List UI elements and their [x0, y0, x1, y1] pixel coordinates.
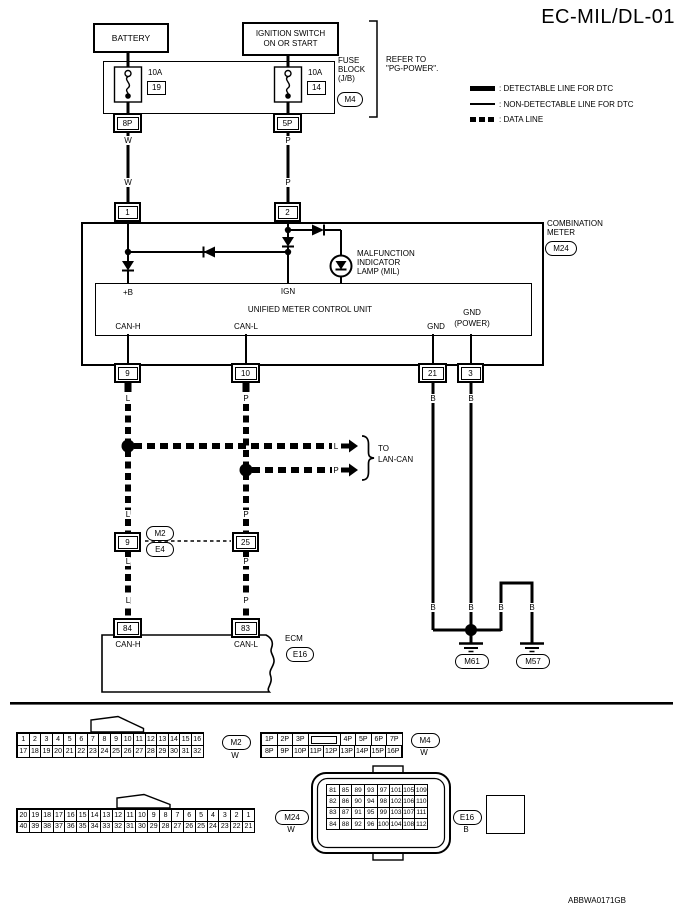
pin-cell: 84	[326, 818, 340, 830]
meter-pin-21	[418, 363, 447, 383]
pin-cell: 100	[377, 818, 391, 830]
harness-pin-9	[114, 532, 141, 552]
pin-cell: 93	[364, 784, 378, 796]
pin-cell: 25	[195, 821, 208, 834]
pin-cell: 110	[414, 795, 428, 807]
ecm-pin-83	[231, 618, 260, 638]
ignition-label-2: ON OR START	[263, 39, 318, 48]
pin-cell: 101	[389, 784, 403, 796]
pin-cell: 5P	[355, 733, 372, 746]
wire-color: B	[430, 394, 436, 403]
harness-pin-25	[232, 532, 259, 552]
pin-label: GND	[463, 308, 481, 317]
pin-cell: 102	[389, 795, 403, 807]
pin-cell: 35	[76, 821, 89, 834]
wire-color: W	[124, 178, 132, 187]
pin-cell: 22	[75, 745, 88, 758]
pin-cell: 87	[339, 807, 353, 819]
pin-cell: 12	[112, 809, 125, 822]
pinout-code-m2: M2	[222, 735, 251, 750]
pin-cell: 6	[75, 733, 88, 746]
meter-pin-3-label: 3	[461, 367, 481, 380]
pin-cell: 95	[364, 807, 378, 819]
ecm-label: ECM	[285, 634, 303, 643]
pin-cell: 14	[88, 809, 101, 822]
mil-label-3: LAMP (MIL)	[357, 267, 400, 276]
meter-code: M24	[545, 241, 577, 256]
legend-swatch-thin	[470, 103, 495, 105]
pin-cell: 24	[98, 745, 111, 758]
ground-code-m61: M61	[455, 654, 489, 669]
pin-cell: 103	[389, 807, 403, 819]
pin-cell: 90	[351, 795, 365, 807]
wire-color: P	[285, 178, 291, 187]
pin-cell: 19	[40, 745, 53, 758]
pin-row	[326, 818, 427, 829]
pin-cell: 13P	[339, 745, 356, 758]
pin-cell: 11	[124, 809, 137, 822]
meter-pin-2-label: 2	[278, 206, 298, 219]
pinout-code-e16: E16	[453, 810, 482, 825]
pin-label: +B	[122, 288, 134, 297]
pin-cell: 23	[87, 745, 100, 758]
pin-cell: 15	[179, 733, 192, 746]
pin-cell: 20	[17, 809, 30, 822]
pin-cell: 39	[29, 821, 42, 834]
pin-cell: 98	[377, 795, 391, 807]
pin-cell: 1P	[261, 733, 278, 746]
pin-cell: 13	[100, 809, 113, 822]
pin-cell: 11P	[308, 745, 325, 758]
lan-brace	[362, 436, 374, 480]
pin-cell: 99	[377, 807, 391, 819]
pin-cell: 11	[133, 733, 146, 746]
ground-code-m57: M57	[516, 654, 550, 669]
fuse1-out-connector	[113, 113, 142, 133]
pin-row	[17, 733, 203, 745]
pin-cell: 29	[156, 745, 169, 758]
pinout-code-m4: M4	[411, 733, 440, 748]
pin-cell: 9	[110, 733, 123, 746]
meter-name-2: METER	[547, 228, 575, 237]
pin-cell: 5	[195, 809, 208, 822]
fuse2-number-box: 14	[307, 81, 326, 95]
pin-label: IGN	[280, 287, 296, 296]
unit-label: UNIFIED METER CONTROL UNIT	[247, 305, 373, 314]
wire-color: P	[243, 510, 249, 519]
pin-cell: 28	[159, 821, 172, 834]
battery-label: BATTERY	[111, 33, 151, 43]
legend-item-data-line	[470, 114, 543, 124]
pin-cell: 32	[112, 821, 125, 834]
pin-cell: 82	[326, 795, 340, 807]
pin-cell: 16	[64, 809, 77, 822]
pin-cell: 1	[242, 809, 255, 822]
pin-cell: 8	[159, 809, 172, 822]
pin-cell: 40	[17, 821, 30, 834]
pin-cell: 17	[17, 745, 30, 758]
pin-row	[326, 795, 427, 806]
pin-cell: 16P	[385, 745, 402, 758]
pin-cell: 112	[414, 818, 428, 830]
pin-cell: 21	[63, 745, 76, 758]
m2-connector-clip	[91, 717, 144, 733]
pin-cell: 17	[53, 809, 66, 822]
pin-cell: 96	[364, 818, 378, 830]
pin-cell: 88	[339, 818, 353, 830]
pin-cell: 3	[218, 809, 231, 822]
fuse-block-label-3: (J/B)	[338, 74, 355, 83]
pin-cell: 8P	[261, 745, 278, 758]
pin-cell: 105	[402, 784, 416, 796]
page-title: EC-MIL/DL-01	[541, 6, 675, 28]
meter-pin-9-label: 9	[118, 367, 138, 380]
pin-row	[261, 733, 402, 745]
pin-cell: 7P	[386, 733, 403, 746]
pin-cell: 91	[351, 807, 365, 819]
pin-cell: 89	[351, 784, 365, 796]
pin-row	[261, 745, 402, 757]
fuse-block-box	[103, 61, 335, 114]
meter-name-1: COMBINATION	[547, 219, 603, 228]
fuse1-number-box: 19	[147, 81, 166, 95]
pin-cell: 36	[64, 821, 77, 834]
meter-pin-10	[231, 363, 260, 383]
wire-color: L	[125, 510, 131, 519]
pin-cell: 37	[53, 821, 66, 834]
legend-label: : DATA LINE	[499, 114, 544, 124]
pin-cell: 10	[135, 809, 148, 822]
wire-color: P	[243, 596, 249, 605]
hs-label: H.S.	[503, 820, 519, 829]
harness-pin-9-label: 9	[118, 536, 138, 549]
pin-cell: 83	[326, 807, 340, 819]
pin-row	[17, 821, 254, 833]
connector-pinout-e16	[326, 784, 427, 829]
pin-cell: 33	[100, 821, 113, 834]
pin-cell: 23	[218, 821, 231, 834]
lan-arrow-p-icon	[341, 464, 358, 477]
ecm-pin-label: CAN-L	[233, 640, 259, 649]
pin-cell: 3P	[292, 733, 309, 746]
ignition-switch-box	[242, 22, 339, 56]
separator-line	[10, 702, 673, 705]
mil-label-1: MALFUNCTION	[357, 249, 415, 258]
pin-cell: 31	[179, 745, 192, 758]
meter-pin-1-label: 1	[118, 206, 138, 219]
pin-cell: 6P	[371, 733, 388, 746]
pin-label: GND	[427, 322, 445, 331]
pin-cell: 1	[17, 733, 30, 746]
pin-cell: 6	[183, 809, 196, 822]
m24-connector-clip	[117, 795, 170, 809]
pin-cell: 5	[63, 733, 76, 746]
pin-cell: 32	[191, 745, 204, 758]
fuse2-out-connector	[273, 113, 302, 133]
wire-color: L	[125, 394, 131, 403]
pin-cell: 26	[121, 745, 134, 758]
wire-color: P	[333, 466, 339, 475]
pin-cell: 12	[145, 733, 158, 746]
ecm-pin-84-label: 84	[117, 622, 139, 635]
pin-cell: 13	[156, 733, 169, 746]
fuse1-out-connector-label: 8P	[117, 117, 139, 130]
refer-bracket	[369, 21, 377, 117]
pin-cell: 4P	[340, 733, 357, 746]
wire-color: B	[498, 603, 504, 612]
legend-item-non-detectable	[470, 99, 634, 109]
fuse-block-label-1: FUSE	[338, 56, 360, 65]
pin-row	[17, 745, 203, 757]
pin-cell: 86	[339, 795, 353, 807]
harness-code-m2: M2	[146, 526, 174, 541]
refer-note-2: "PG-POWER".	[386, 64, 439, 73]
pin-cell: 27	[171, 821, 184, 834]
can-data-lines	[122, 380, 333, 618]
ecm-pin-label: CAN-H	[115, 640, 141, 649]
pin-cell: 92	[351, 818, 365, 830]
pin-cell: 107	[402, 807, 416, 819]
pin-cell: 31	[124, 821, 137, 834]
ground-wires	[433, 380, 532, 643]
pin-cell: 19	[29, 809, 42, 822]
pin-cell: 34	[88, 821, 101, 834]
pinout-code-m24: M24	[275, 810, 309, 825]
legend-label: : DETECTABLE LINE FOR DTC	[499, 83, 614, 93]
lan-note-1: TO	[378, 444, 389, 453]
fuse-block-label-2: BLOCK	[338, 65, 366, 74]
ecm-pin-83-label: 83	[235, 622, 257, 635]
pin-cell: 30	[135, 821, 148, 834]
wire-color: L	[333, 442, 339, 451]
meter-pin-3	[457, 363, 484, 383]
pin-label: CAN-L	[233, 322, 259, 331]
ecm-pin-84	[113, 618, 142, 638]
pin-cell: 18	[29, 745, 42, 758]
pin-cell: 2P	[277, 733, 294, 746]
wire-color: L	[125, 596, 131, 605]
refer-note-1: REFER TO	[386, 55, 427, 64]
pin-cell: 104	[389, 818, 403, 830]
wire-color: L	[125, 557, 131, 566]
connector-color: W	[287, 825, 295, 834]
pin-cell: 30	[168, 745, 181, 758]
battery-box	[93, 23, 169, 53]
pin-cell: 4	[207, 809, 220, 822]
pin-cell: 8	[98, 733, 111, 746]
meter-pin-10-label: 10	[235, 367, 257, 380]
pin-cell: 4	[52, 733, 65, 746]
connector-color: B	[463, 825, 469, 834]
connector-color: W	[420, 748, 428, 757]
meter-pin-9	[114, 363, 141, 383]
pin-cell: 2	[230, 809, 243, 822]
meter-pin-2	[274, 202, 301, 222]
pin-cell: 21	[242, 821, 255, 834]
ground-symbol-m57	[520, 644, 544, 652]
pin-cell: 20	[52, 745, 65, 758]
pin-cell: 2	[29, 733, 42, 746]
figure-code: ABBWA0171GB	[568, 896, 626, 905]
pin-cell: 29	[147, 821, 160, 834]
pin-cell: 81	[326, 784, 340, 796]
wire-color: W	[124, 136, 132, 145]
wire-color: B	[468, 603, 474, 612]
pin-row	[17, 809, 254, 821]
pin-label: CAN-H	[115, 322, 141, 331]
lan-arrow-l-icon	[341, 440, 358, 453]
pin-cell: 28	[145, 745, 158, 758]
pin-cell: 22	[230, 821, 243, 834]
fuse-block-code: M4	[337, 92, 363, 107]
legend-label: : NON-DETECTABLE LINE FOR DTC	[499, 99, 634, 109]
pin-cell: 14P	[354, 745, 371, 758]
connector-pinout-m24	[16, 808, 255, 833]
fuse1-amp: 10A	[148, 68, 163, 77]
meter-pin-21-label: 21	[422, 367, 444, 380]
ground-symbol-m61	[459, 644, 483, 652]
pin-cell: 9P	[277, 745, 294, 758]
fuse2-amp: 10A	[308, 68, 323, 77]
pin-cell: 16	[191, 733, 204, 746]
pin-cell: 15P	[370, 745, 387, 758]
pin-label: (POWER)	[454, 319, 490, 328]
ecm-code: E16	[286, 647, 314, 662]
pin-cell: 109	[414, 784, 428, 796]
wire-color: B	[430, 603, 436, 612]
pin-cell: 38	[41, 821, 54, 834]
pin-cell: 3	[40, 733, 53, 746]
harness-pin-25-label: 25	[236, 536, 256, 549]
pin-cell: 85	[339, 784, 353, 796]
ignition-label-1: IGNITION SWITCH	[255, 29, 326, 38]
pin-cell: 7	[171, 809, 184, 822]
pin-cell: 14	[168, 733, 181, 746]
legend-swatch-thick	[470, 86, 495, 91]
pin-cell: 10	[121, 733, 134, 746]
pin-row	[326, 784, 427, 795]
pin-cell: 108	[402, 818, 416, 830]
pin-cell: 27	[133, 745, 146, 758]
pin-cell: 25	[110, 745, 123, 758]
legend-swatch-data	[470, 117, 495, 122]
pin-cell: 10P	[292, 745, 309, 758]
pin-cell: 7	[87, 733, 100, 746]
pin-cell: 26	[183, 821, 196, 834]
pin-cell: 12P	[323, 745, 340, 758]
legend-item-detectable	[470, 83, 613, 93]
pin-cell: 9	[147, 809, 160, 822]
pin-cell: 111	[414, 807, 428, 819]
pin-cell: 24	[207, 821, 220, 834]
lan-note-2: LAN-CAN	[378, 455, 414, 464]
pin-row	[326, 807, 427, 818]
connector-pinout-m2	[16, 732, 204, 758]
pin-cell: 97	[377, 784, 391, 796]
harness-code-e4: E4	[146, 542, 174, 557]
pin-cell: 106	[402, 795, 416, 807]
fuse2-out-connector-label: 5P	[277, 117, 299, 130]
mil-label-2: INDICATOR	[357, 258, 401, 267]
wire-color: B	[529, 603, 535, 612]
pin-cell: 18	[41, 809, 54, 822]
pin-cell: 94	[364, 795, 378, 807]
wire-color: P	[243, 557, 249, 566]
connector-pinout-m4	[260, 732, 403, 758]
meter-pin-1	[114, 202, 141, 222]
pin-cell: 15	[76, 809, 89, 822]
connector-color: W	[231, 751, 239, 760]
wire-color: P	[285, 136, 291, 145]
wire-color: B	[468, 394, 474, 403]
wire-color: P	[243, 394, 249, 403]
